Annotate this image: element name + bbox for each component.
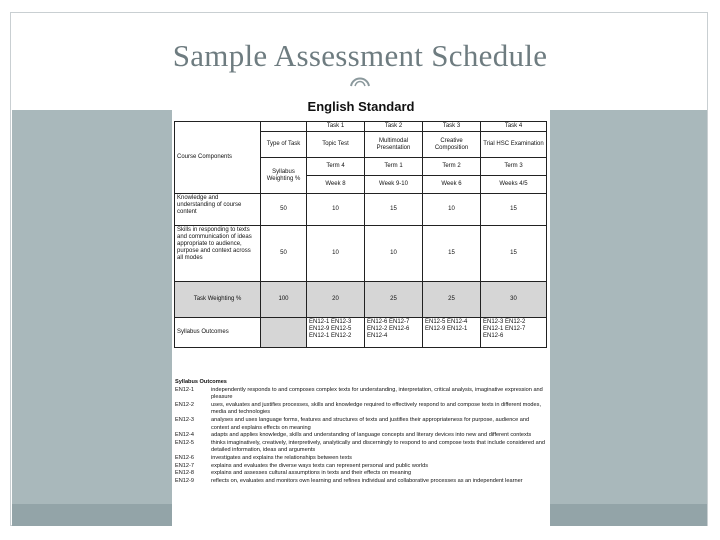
task-term: Term 2 (423, 158, 481, 176)
task-outcomes: EN12-1 EN12-3 EN12-9 EN12-5 EN12-1 EN12-2 (307, 318, 365, 348)
task-type: Trial HSC Examination (481, 132, 547, 158)
ornament-icon (349, 72, 371, 88)
task-type: Creative Composition (423, 132, 481, 158)
empty-cell (261, 318, 307, 348)
task-type: Multimodal Presentation (365, 132, 423, 158)
list-item (175, 417, 547, 432)
outcome-text: thinks imaginatively, creatively, interpretively, analytically and discerningly to respond to and compose texts that include considered and detailed information, ideas and arguments (211, 439, 545, 454)
task-outcomes: EN12-3 EN12-2 EN12-1 EN12-7 EN12-6 (481, 318, 547, 348)
outcome-code: EN12-9 (175, 477, 194, 484)
outcome-code: EN12-1 (175, 386, 194, 393)
outcome-code: EN12-2 (175, 401, 194, 408)
list-item (175, 402, 547, 417)
outcome-text: investigates and explains the relationships between texts (211, 454, 352, 461)
outcome-code: EN12-7 (175, 462, 194, 469)
task-week: Week 9-10 (365, 176, 423, 194)
list-item (175, 440, 547, 455)
outcome-text: explains and assesses cultural assumptions in texts and their effects on meaning (211, 470, 412, 477)
document-title: English Standard (307, 99, 415, 114)
task-weighting-label: Task Weighting % (175, 282, 261, 318)
outcome-code: EN12-3 (175, 416, 194, 423)
syllabus-weighting-label: Syllabus Weighting % (261, 158, 307, 194)
task-term: Term 3 (481, 158, 547, 176)
task-week: Week 8 (307, 176, 365, 194)
list-item (175, 387, 547, 402)
component-value: 15 (481, 194, 547, 226)
outcome-text: reflects on, evaluates and monitors own learning and refines individual and collaborative processes as an independent learner (211, 477, 523, 484)
task-weighting-value: 20 (307, 282, 365, 318)
task-type: Topic Test (307, 132, 365, 158)
outcome-code: EN12-6 (175, 454, 194, 461)
component-value: 15 (481, 226, 547, 282)
task-outcomes: EN12-5 EN12-4 EN12-9 EN12-1 (423, 318, 481, 348)
list-item (175, 432, 547, 440)
component-value: 15 (423, 226, 481, 282)
task-weighting-total: 100 (261, 282, 307, 318)
outcome-code: EN12-5 (175, 439, 194, 446)
assessment-document (172, 93, 550, 540)
syllabus-outcomes-label: Syllabus Outcomes (175, 318, 261, 348)
assessment-table (174, 121, 547, 348)
task-week: Weeks 4/5 (481, 176, 547, 194)
task-week: Week 6 (423, 176, 481, 194)
list-item (175, 478, 547, 486)
outcome-text: uses, evaluates and justifies processes, skills and knowledge required to effectively respond to and compose texts in different modes, media and technologies (211, 401, 542, 416)
task-header: Task 1 (307, 122, 365, 132)
component-weight: 50 (261, 194, 307, 226)
slide-title: Sample Assessment Schedule (172, 38, 548, 73)
component-label: Knowledge and understanding of course content (175, 194, 261, 226)
syllabus-outcomes-list (175, 379, 547, 485)
outcome-text: explains and evaluates the diverse ways texts can represent personal and public worlds (211, 462, 429, 469)
empty-cell (261, 122, 307, 132)
list-item (175, 455, 547, 463)
outcome-code: EN12-8 (175, 470, 194, 477)
component-weight: 50 (261, 226, 307, 282)
component-value: 15 (365, 194, 423, 226)
task-header: Task 4 (481, 122, 547, 132)
list-item (175, 470, 547, 478)
outcome-code: EN12-4 (175, 432, 194, 439)
outcome-text: independently responds to and composes complex texts for understanding, interpretation, critical analysis, imaginative expression and pleasure (211, 386, 543, 401)
outcome-text: adapts and applies knowledge, skills and understanding of language concepts and literary devices into new and different contexts (211, 432, 532, 439)
task-term: Term 1 (365, 158, 423, 176)
syllabus-outcomes-heading: Syllabus Outcomes (175, 379, 227, 385)
outcome-text: analyses and uses language forms, features and structures of texts and justifies their appropriateness for purpose, audience and context and explains effects on meaning (211, 416, 530, 431)
component-value: 10 (365, 226, 423, 282)
course-components-label: Course Components (175, 122, 261, 194)
task-weighting-value: 30 (481, 282, 547, 318)
task-weighting-value: 25 (423, 282, 481, 318)
component-value: 10 (307, 194, 365, 226)
component-label: Skills in responding to texts and communication of ideas appropriate to audience, purpose and context across all modes (175, 226, 261, 282)
list-item (175, 463, 547, 471)
task-term: Term 4 (307, 158, 365, 176)
task-weighting-value: 25 (365, 282, 423, 318)
component-value: 10 (307, 226, 365, 282)
component-value: 10 (423, 194, 481, 226)
task-outcomes: EN12-6 EN12-7 EN12-2 EN12-6 EN12-4 (365, 318, 423, 348)
task-header: Task 3 (423, 122, 481, 132)
task-header: Task 2 (365, 122, 423, 132)
type-of-task-label: Type of Task (261, 132, 307, 158)
